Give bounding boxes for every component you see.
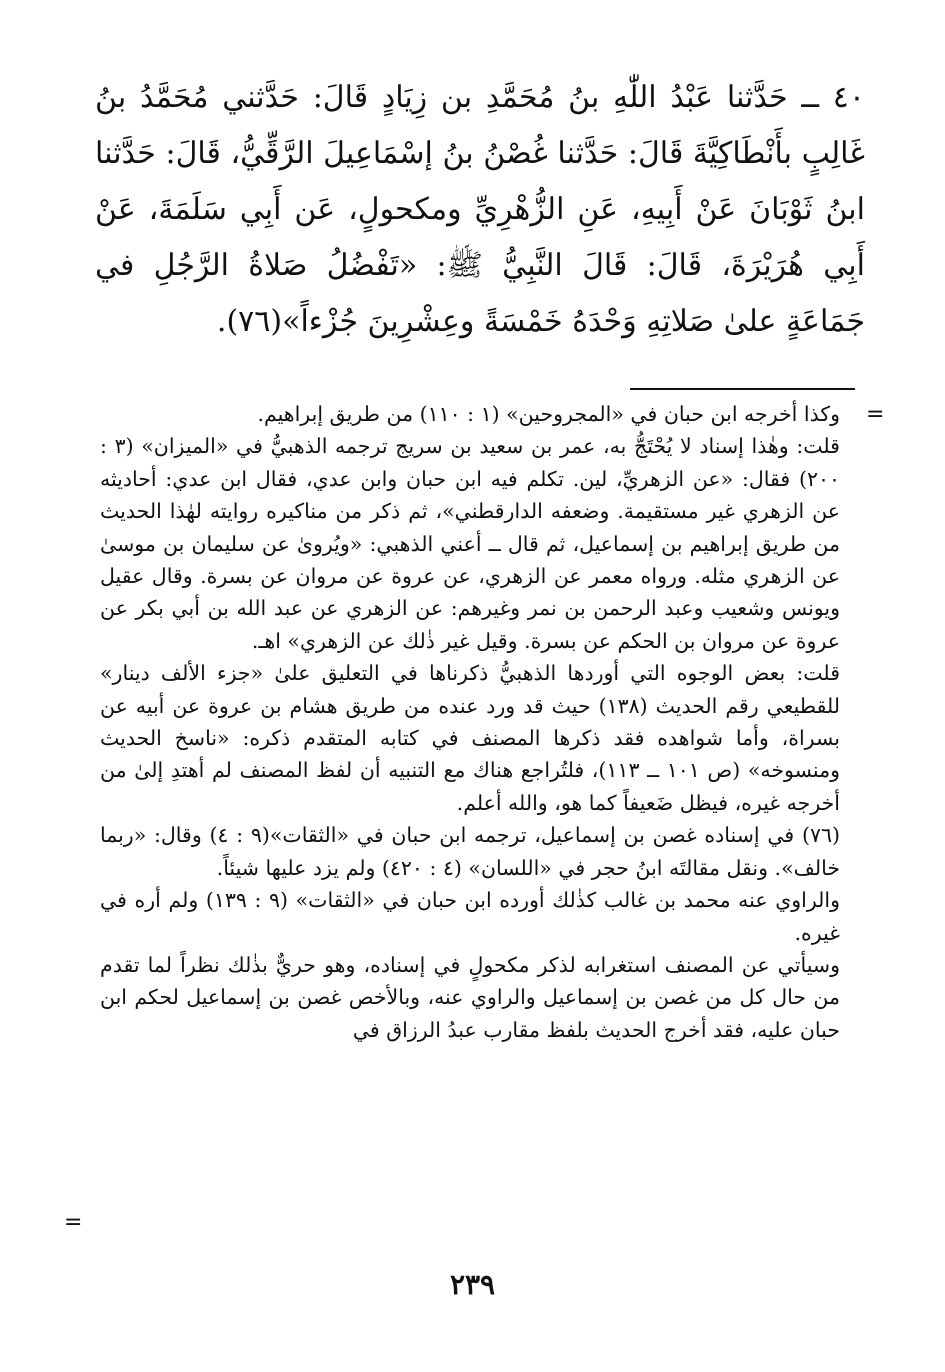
footnote-paragraph: وكذا أخرجه ابن حبان في «المجروحين» (١ : ١١٠) من طريق إبراهيم. bbox=[257, 402, 840, 426]
footnote-paragraph: قلت: وهٰذا إسناد لا يُحْتَجُّ به، عمر بن سعيد بن سريج ترجمه الذهبيُّ في «الميزان» (٣ : ٢٠٠) فقال: «عن الزهريِّ، لين. تكلم فيه ابن حبان وابن عدي، فقال ابن عدي: أحاديثه عن الزهري غير مستقيمة. وضعفه الدارقطني»، ثم ذكر من مناكيره روايته لهٰذا الحديث من طريق إبراهيم بن إسماعيل، ثم قال ــ أعني الذهبي: «ويُروىٰ عن سليمان بن موسىٰ عن الزهري مثله. ورواه معمر عن الزهري، عن عروة عن مروان عن بسرة. وقال عقيل ويونس وشعيب وعبد الرحمن بن نمر وغيرهم: عن الزهري عن عبد الله بن أبي بكر عن عروة عن مروان بن الحكم عن بسرة. وقيل غير ذٰلك عن الزهري» اهـ. bbox=[100, 434, 840, 653]
hadith-block bbox=[95, 70, 865, 350]
footnote-paragraph: وسيأتي عن المصنف استغرابه لذكر مكحولٍ في إسناده، وهو حريٌّ بذٰلك نظراً لما تقدم من حال كل من غصن بن إسماعيل والراوي عنه، وبالأخص غصن بن إسماعيل لحكم ابن حبان عليه، فقد أخرج الحديث بلفظ مقارب عبدُ الرزاق في bbox=[100, 952, 840, 1042]
footnotes-block bbox=[100, 398, 840, 1046]
hadith-text: ٤٠ ــ حَدَّثنا عَبْدُ اللّٰهِ بنُ مُحَمَّدِ بن زِيَادٍ قَالَ: حَدَّثني مُحَمَّدُ بنُ غَالِبٍ بأَنْطَاكِيَّةَ قَالَ: حَدَّثنا غُصْنُ بنُ إسْمَاعِيلَ الرَّقِّيُّ، قَالَ: حَدَّثنا ابنُ ثَوْبَانَ عَنْ أَبِيهِ، عَنِ الزُّهْرِيِّ ومكحولٍ، عَن أَبِي سَلَمَةَ، عَنْ أَبِي هُرَيْرَةَ، قَالَ: قَالَ النَّبِيُّ ﷺ: «تَفْضُلُ صَلاةُ الرَّجُلِ في جَمَاعَةٍ علىٰ صَلاتِهِ وَحْدَهُ خَمْسَةً وعِشْرِينَ جُزْءاً»(٧٦). bbox=[95, 80, 865, 339]
continuation-mark-bottom: = bbox=[64, 1210, 83, 1235]
footnote-paragraph: والراوي عنه محمد بن غالب كذٰلك أورده ابن حبان في «الثقات» (٩ : ١٣٩) ولم أره في غيره. bbox=[100, 888, 840, 945]
page-number: ٢٣٩ bbox=[449, 1268, 496, 1301]
footnote-76: (٧٦) في إسناده غصن بن إسماعيل، ترجمه ابن حبان في «الثقات»(٩ : ٤) وقال: «ربما خالف». ونقل مقالتَه ابنُ حجر في «اللسان» (٤ : ٤٢٠) ولم يزد عليها شيئاً. bbox=[100, 823, 840, 880]
footnote-separator bbox=[630, 388, 855, 390]
footnote-paragraph: قلت: بعض الوجوه التي أوردها الذهبيُّ ذكرناها في التعليق علىٰ «جزء الألف دينار» للقطيعي رقم الحديث (١٣٨) حيث قد ورد عنده من طريق هشام بن عروة عن أبيه عن بسراة، وأما شواهده فقد ذكرها المصنف في كتابه المتقدم ذكره: «ناسخ الحديث ومنسوخه» (ص ١٠١ ــ ١١٣)، فلتُراجع هناك مع التنبيه أن لفظ المصنف لم أهتدِ إلىٰ من أخرجه غيره، فيظل ضَعيفاً كما هو، والله أعلم. bbox=[100, 661, 841, 815]
continuation-mark-top: = bbox=[866, 402, 885, 427]
